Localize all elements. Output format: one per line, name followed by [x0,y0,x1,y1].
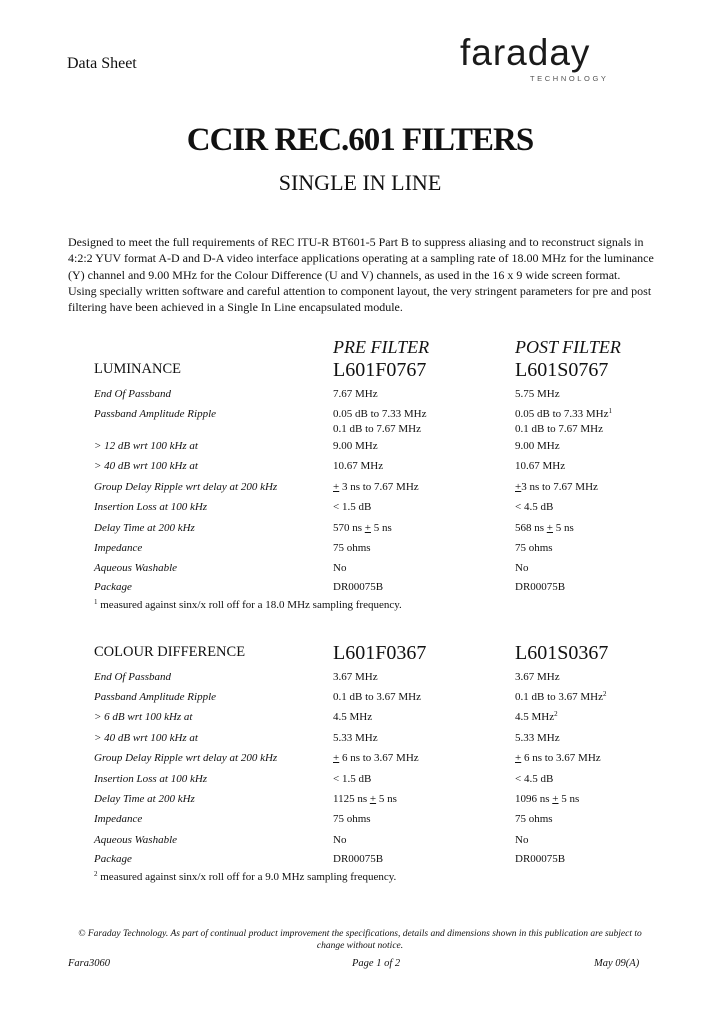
post-value [515,501,553,514]
parameter-label: Group Delay Ripple wrt delay at 200 kHz [94,481,278,493]
plus-minus-sign: + [333,481,340,493]
parameter-label: Delay Time at 200 kHz [94,793,195,805]
post-value [515,793,579,806]
value-text: No [515,834,529,846]
post-value [515,581,565,594]
value-text: 1096 ns [515,793,550,805]
footnote-text: measured against sinx/x roll off for a 9.0 MHz sampling frequency. [97,871,397,883]
pre-value [333,853,383,866]
pre-value [333,732,378,745]
value-text: No [515,562,529,574]
value-text: 4.5 MHz [515,711,555,723]
value-text: 10.67 MHz [515,460,566,472]
parameter-label: > 12 dB wrt 100 kHz at [94,440,198,452]
luminance-label: LUMINANCE [94,361,181,377]
colour-pre-part: L601F0367 [333,642,427,664]
post-value [515,562,528,575]
pre-value [333,834,346,847]
post-value [515,773,553,786]
value-text: 0.1 dB to 3.67 MHz [333,691,421,703]
luminance-footnote [94,599,402,611]
value-text: 1125 ns [333,793,368,805]
footnote-ref: 2 [554,710,558,718]
post-value [515,440,560,453]
post-value [515,481,598,494]
value-text: 10.67 MHz [333,460,384,472]
parameter-label: Package [94,853,132,865]
parameter-label: Insertion Loss at 100 kHz [94,501,208,513]
parameter-label: > 40 dB wrt 100 kHz at [94,732,198,744]
value-text: 0.1 dB to 3.67 MHz [515,691,603,703]
value-text: 5.33 MHz [333,732,378,744]
value-text: < 4.5 dB [515,773,554,785]
parameter-label: Aqueous Washable [94,834,178,846]
colour-post-part: L601S0367 [515,642,609,664]
plus-minus-sign: + [515,481,522,493]
plus-minus-sign: + [546,522,553,534]
plus-minus-sign: + [364,522,371,534]
pre-value [333,752,419,765]
footer-doc-code: Fara3060 [68,958,110,969]
value-tail: 5 ns [376,793,397,805]
parameter-label: Passband Amplitude Ripple [94,691,217,703]
post-value [515,853,565,866]
logo-subtext: TECHNOLOGY [530,74,609,83]
pre-value [333,581,383,594]
pre-value [333,522,392,535]
value-tail: 5 ns [371,522,392,534]
pre-value [333,813,371,826]
value-text: 6 ns to 3.67 MHz [521,752,601,764]
value-text: DR00075B [333,581,384,593]
value-text: No [333,562,347,574]
intro-paragraph-1: Designed to meet the full requirements of REC ITU-R BT601-5 Part B to suppress aliasing and to reconstruct signals in 4:2:2 YUV format A-D and D-A video interface applications operating at a sampling rate of 18.00 MHz for the luminance (Y) channel and 9.00 MHz for the Colour Difference (U and V) channels, as used in the 16 x 9 wide screen format. [68,235,654,282]
colour-footnote [94,871,396,883]
colour-difference-label: COLOUR DIFFERENCE [94,644,246,660]
page-subtitle: SINGLE IN LINE [278,170,442,195]
copyright-text: © Faraday Technology. As part of continual product improvement the specifications, details and dimensions shown in this publication are subject to change without notice. [78,929,642,951]
value-text: No [333,834,347,846]
value-text: 3.67 MHz [333,671,378,683]
value-text: 9.00 MHz [333,440,378,452]
post-value [515,671,560,684]
pre-value [333,542,371,555]
value-text: 0.05 dB to 7.33 MHz [515,408,609,420]
footer-date: May 09(A) [594,958,640,969]
pre-value [333,711,372,724]
value-text: < 1.5 dB [333,773,372,785]
post-value [515,423,603,436]
pre-value [333,440,378,453]
faraday-logo [460,32,650,86]
pre-value [333,423,421,436]
value-text: 3.67 MHz [515,671,560,683]
pre-value [333,671,378,684]
footnote-ref: 2 [603,690,607,698]
plus-minus-sign: + [552,793,559,805]
footer-page-number: Page 1 of 2 [352,958,401,969]
pre-value [333,793,397,806]
footnote-mark: 2 [94,870,98,878]
post-value [515,711,558,724]
value-text: 75 ohms [515,813,553,825]
value-text: DR00075B [515,581,566,593]
value-text: 568 ns [515,522,545,534]
value-text: 7.67 MHz [333,388,378,400]
value-text: 3 ns to 7.67 MHz [339,481,419,493]
post-value [515,408,612,421]
footnote-mark: 1 [94,598,98,606]
value-text: DR00075B [515,853,566,865]
luminance-pre-part: L601F0767 [333,359,427,381]
pre-value [333,481,419,494]
post-value [515,460,565,473]
parameter-label: Insertion Loss at 100 kHz [94,773,208,785]
post-value [515,522,574,535]
value-tail: 5 ns [553,522,574,534]
doc-type-label: Data Sheet [67,55,137,72]
luminance-post-part: L601S0767 [515,359,609,381]
parameter-label: > 40 dB wrt 100 kHz at [94,460,198,472]
plus-minus-sign: + [333,752,340,764]
value-text: 0.05 dB to 7.33 MHz [333,408,427,420]
post-value [515,732,560,745]
intro-paragraph-2: Using specially written software and careful attention to component layout, the very stringent parameters for pre and post filtering have been achieved in a Single In Line encapsulated module. [68,283,652,315]
intro-text [68,234,668,315]
pre-value [333,460,383,473]
parameter-label: End Of Passband [94,388,171,400]
footnote-ref: 1 [608,407,612,415]
post-value [515,388,560,401]
logo-wordmark: faraday [460,32,591,73]
plus-minus-sign: + [515,752,522,764]
value-text: 570 ns [333,522,363,534]
pre-value [333,691,421,704]
value-text: 5.75 MHz [515,388,560,400]
value-text: 75 ohms [333,542,371,554]
parameter-label: Group Delay Ripple wrt delay at 200 kHz [94,752,278,764]
post-filter-heading: POST FILTER [515,337,621,357]
post-value [515,691,607,704]
value-text: < 1.5 dB [333,501,372,513]
pre-value [333,773,371,786]
value-text: DR00075B [333,853,384,865]
value-text: 0.1 dB to 7.67 MHz [515,423,603,435]
value-tail: 5 ns [558,793,580,805]
value-text: 9.00 MHz [515,440,560,452]
post-value [515,813,553,826]
value-text: 5.33 MHz [515,732,560,744]
value-text: 75 ohms [333,813,371,825]
page-title: CCIR REC.601 FILTERS [186,122,534,158]
footnote-text: measured against sinx/x roll off for a 18.0 MHz sampling frequency. [97,599,402,611]
pre-value [333,408,427,421]
parameter-label: > 6 dB wrt 100 kHz at [94,711,193,723]
value-text: 0.1 dB to 7.67 MHz [333,423,421,435]
parameter-label: Passband Amplitude Ripple [94,408,217,420]
pre-value [333,388,378,401]
value-text: 6 ns to 3.67 MHz [339,752,419,764]
pre-filter-heading: PRE FILTER [333,337,430,357]
parameter-label: Package [94,581,132,593]
value-text: 75 ohms [515,542,553,554]
post-value [515,834,528,847]
parameter-label: End Of Passband [94,671,171,683]
post-value [515,542,553,555]
plus-minus-sign: + [369,793,377,805]
parameter-label: Aqueous Washable [94,562,178,574]
value-text: < 4.5 dB [515,501,554,513]
post-value [515,752,601,765]
copyright-notice [0,928,720,952]
parameter-label: Delay Time at 200 kHz [94,522,195,534]
parameter-label: Impedance [94,813,143,825]
pre-value [333,562,346,575]
pre-value [333,501,371,514]
value-text: 4.5 MHz [333,711,373,723]
value-text: 3 ns to 7.67 MHz [521,481,598,493]
parameter-label: Impedance [94,542,143,554]
